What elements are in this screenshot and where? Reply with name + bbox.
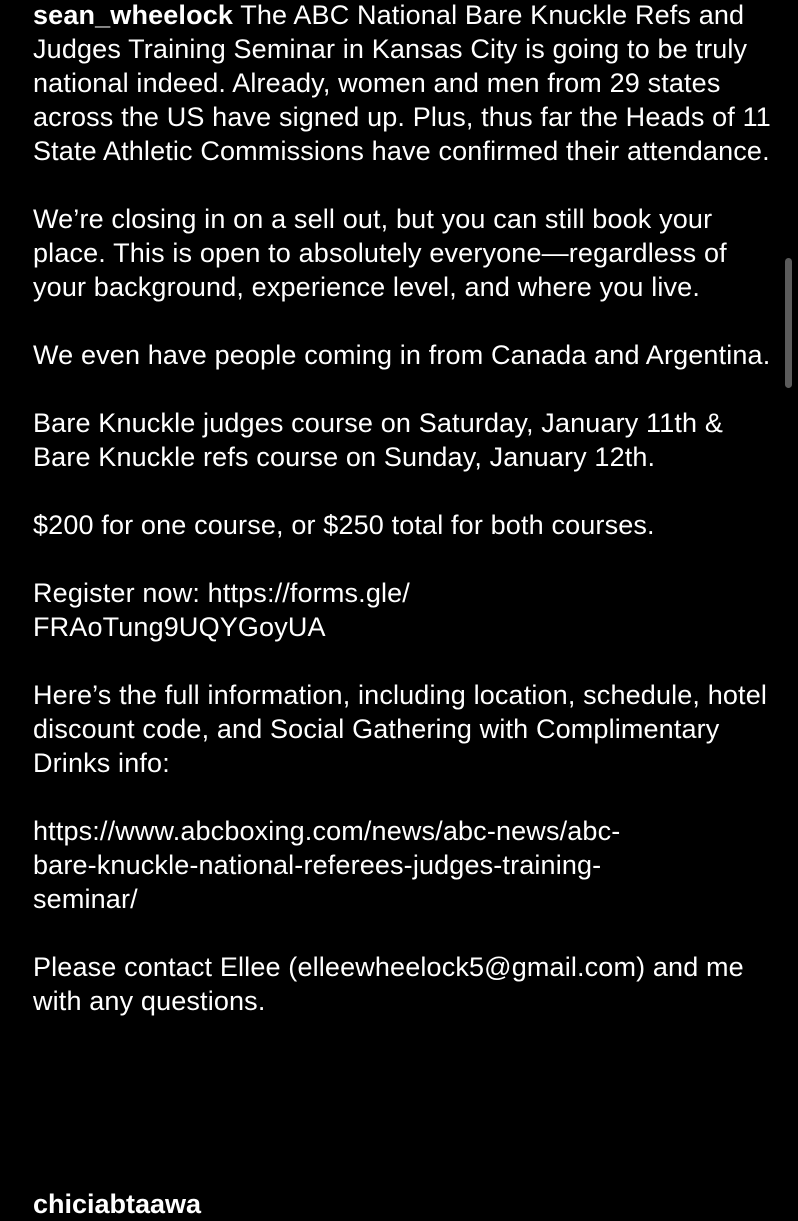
username-link[interactable]: sean_wheelock — [33, 0, 234, 30]
caption-paragraph-4: Bare Knuckle judges course on Saturday, January 11th & Bare Knuckle refs course on Sunday, January 12th. — [33, 408, 724, 472]
post-caption — [33, 0, 773, 1052]
info-link[interactable]: https://www.abcboxing.com/news/abc-news/abc- bare-knuckle-national-referees-judges-training- seminar/ — [33, 816, 621, 914]
register-link[interactable]: Register now: https://forms.gle/ FRAoTung9UQYGoyUA — [33, 578, 410, 642]
caption-paragraph-7: Here’s the full information, including location, schedule, hotel discount code, and Social Gathering with Complimentary Drinks info: — [33, 680, 768, 778]
caption-paragraph-1 — [33, 0, 773, 168]
caption-paragraph-9: Please contact Ellee (elleewheelock5@gmail.com) and me with any questions. — [33, 952, 744, 1016]
next-comment-cutoff: chiciabtaawa — [33, 1189, 202, 1219]
caption-paragraph-2: We’re closing in on a sell out, but you can still book your place. This is open to absolutely everyone—regardless of your background, experience level, and where you live. — [33, 204, 727, 302]
caption-paragraph-5: $200 for one course, or $250 total for both courses. — [33, 510, 655, 540]
caption-paragraph-3: We even have people coming in from Canada and Argentina. — [33, 340, 771, 370]
scrollbar-thumb[interactable] — [785, 258, 792, 388]
caption-text: The ABC National Bare Knuckle Refs and Judges Training Seminar in Kansas City is going to be truly national indeed. Already, women and men from 29 states across the US have signed up. Plus, thus far the Heads of 11 State Athletic Commissions have confirmed their attendance. — [33, 0, 771, 166]
